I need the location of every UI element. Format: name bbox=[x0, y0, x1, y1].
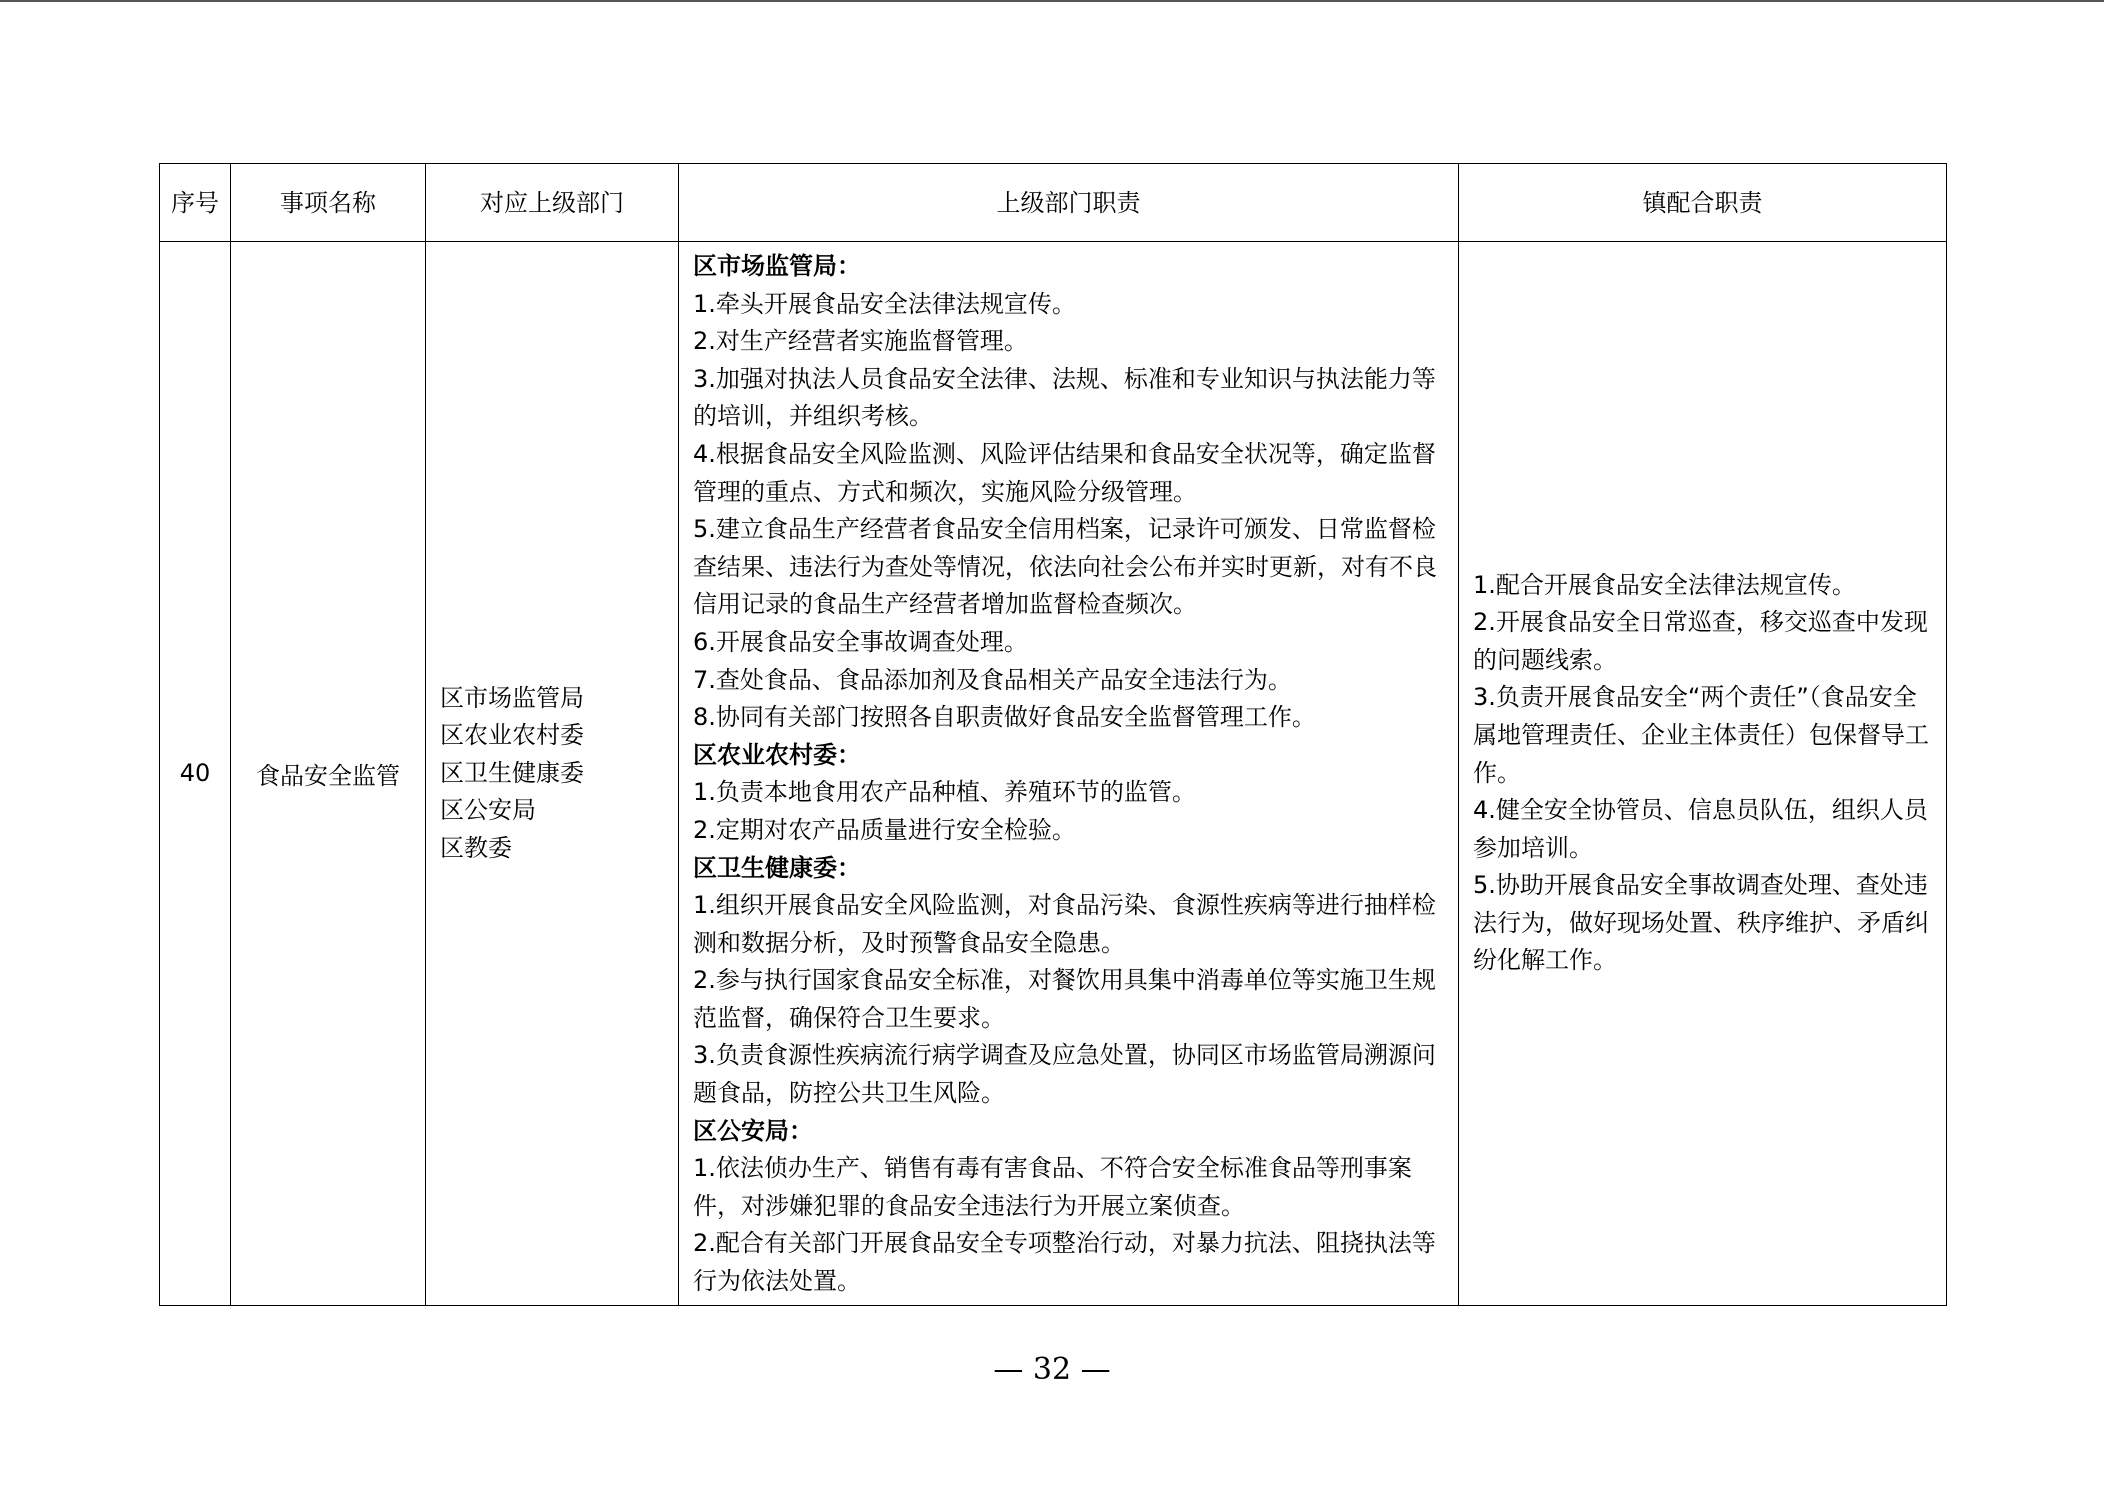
town-duties bbox=[1459, 242, 1947, 1306]
town-duty-item: 1.配合开展食品安全法律法规宣传。 bbox=[1473, 570, 1856, 599]
header-duty: 上级部门职责 bbox=[679, 164, 1459, 242]
duty-item: 5.建立食品生产经营者食品安全信用档案，记录许可颁发、日常监督检查结果、违法行为查处等情况，依法向社会公布并实时更新，对有不良信用记录的食品生产经营者增加监督检查频次。 bbox=[693, 515, 1437, 619]
duty-item: 1.负责本地食用农产品种植、养殖环节的监管。 bbox=[693, 778, 1196, 807]
item-name: 食品安全监管 bbox=[231, 242, 426, 1306]
department-list bbox=[426, 242, 679, 1306]
duty-item: 3.负责食源性疾病流行病学调查及应急处置，协同区市场监管局溯源问题食品，防控公共卫生风险。 bbox=[693, 1041, 1436, 1108]
department-item: 区公安局 bbox=[440, 796, 536, 825]
department-item: 区教委 bbox=[440, 833, 512, 862]
town-duty-item: 4.健全安全协管员、信息员队伍，组织人员参加培训。 bbox=[1473, 796, 1928, 862]
page-number: — 32 — bbox=[993, 1352, 1111, 1387]
duty-item: 4.根据食品安全风险监测、风险评估结果和食品安全状况等，确定监督管理的重点、方式和频次，实施风险分级管理。 bbox=[693, 439, 1436, 506]
town-duty-item: 3.负责开展食品安全“两个责任”（食品安全属地管理责任、企业主体责任）包保督导工作。 bbox=[1473, 683, 1929, 787]
page-top-border bbox=[0, 0, 2104, 2]
duty-group-heading: 区农业农村委： bbox=[693, 740, 861, 769]
duty-item: 7.查处食品、食品添加剂及食品相关产品安全违法行为。 bbox=[693, 665, 1292, 694]
row-number: 40 bbox=[160, 242, 231, 1306]
duty-item: 1.牵头开展食品安全法律法规宣传。 bbox=[693, 289, 1076, 318]
department-item: 区市场监管局 bbox=[440, 683, 584, 712]
duty-item: 3.加强对执法人员食品安全法律、法规、标准和专业知识与执法能力等的培训，并组织考核。 bbox=[693, 364, 1436, 431]
duty-item: 8.协同有关部门按照各自职责做好食品安全监督管理工作。 bbox=[693, 703, 1316, 732]
town-duty-item: 2.开展食品安全日常巡查，移交巡查中发现的问题线索。 bbox=[1473, 608, 1928, 674]
table-header-row bbox=[160, 164, 1947, 242]
superior-duties bbox=[679, 242, 1459, 1306]
header-town: 镇配合职责 bbox=[1459, 164, 1947, 242]
duty-item: 2.配合有关部门开展食品安全专项整治行动，对暴力抗法、阻挠执法等行为依法处置。 bbox=[693, 1229, 1436, 1296]
department-item: 区农业农村委 bbox=[440, 721, 584, 750]
duty-group-heading: 区卫生健康委： bbox=[693, 853, 861, 882]
header-name: 事项名称 bbox=[231, 164, 426, 242]
duty-item: 2.对生产经营者实施监督管理。 bbox=[693, 327, 1028, 356]
duty-item: 6.开展食品安全事故调查处理。 bbox=[693, 627, 1028, 656]
duty-item: 1.依法侦办生产、销售有毒有害食品、不符合安全标准食品等刑事案件，对涉嫌犯罪的食品安全违法行为开展立案侦查。 bbox=[693, 1154, 1412, 1220]
duty-group-heading: 区市场监管局： bbox=[693, 252, 861, 280]
duty-item: 1.组织开展食品安全风险监测，对食品污染、食源性疾病等进行抽样检测和数据分析，及时预警食品安全隐患。 bbox=[693, 891, 1436, 957]
header-dept: 对应上级部门 bbox=[426, 164, 679, 242]
table-row bbox=[160, 242, 1947, 1306]
department-item: 区卫生健康委 bbox=[440, 758, 584, 787]
header-no: 序号 bbox=[160, 164, 231, 242]
duty-group-heading: 区公安局： bbox=[693, 1116, 813, 1145]
duty-item: 2.参与执行国家食品安全标准，对餐饮用具集中消毒单位等实施卫生规范监督，确保符合卫生要求。 bbox=[693, 966, 1436, 1032]
town-duty-item: 5.协助开展食品安全事故调查处理、查处违法行为，做好现场处置、秩序维护、矛盾纠纷化解工作。 bbox=[1473, 871, 1929, 975]
duty-table bbox=[159, 163, 1947, 1306]
duty-item: 2.定期对农产品质量进行安全检验。 bbox=[693, 815, 1076, 844]
